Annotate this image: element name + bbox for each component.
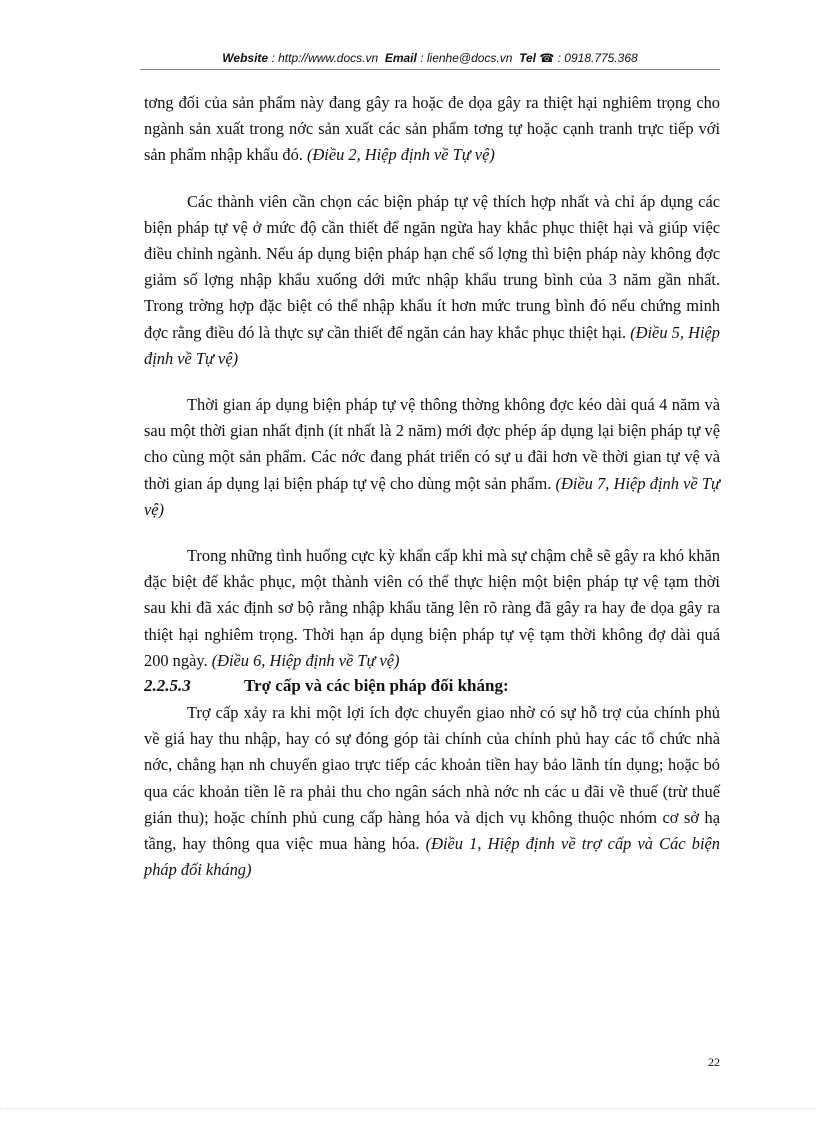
email-label: Email — [384, 51, 417, 65]
paragraph-reference: (Điều 5, Hiệp định về Tự vệ) — [144, 322, 720, 368]
paragraph-reference: (Điều 1, Hiệp định về trợ cấp và Các biện pháp đối kháng) — [144, 834, 720, 880]
paragraph-reference: (Điều 7, Hiệp định về Tự vệ) — [144, 473, 720, 519]
paragraph — [144, 700, 720, 883]
section-heading — [144, 674, 720, 698]
section-number: 2.2.5.3 — [144, 676, 191, 696]
paragraph-text: Thời gian áp dụng biện pháp tự vệ thông thờng không đợc kéo dài quá 4 năm và sau một thời gian nhất định (ít nhất là 2 năm) mới đợc phép áp dụng lại biện pháp tự vệ cho cùng một sản phẩm. Các nớc đang phát triển có sự u đãi hơn về thời gian tự vệ và thời gian áp dụng lại biện pháp tự vệ cho dùng một sản phẩm. — [144, 395, 720, 493]
paragraph — [144, 392, 720, 523]
paragraph-text: Trong những tình huống cực kỳ khẩn cấp khi mà sự chậm chễ sẽ gây ra khó khăn đặc biệt để khắc phục, một thành viên có thể thực hiện một biện pháp tự vệ tạm thời sau khi đã xác định sơ bộ rằng nhập khẩu tăng lên rõ ràng đã gây ra hay đe dọa gây ra thiệt hại nghiêm trọng. Thời hạn áp dụng biện pháp tự vệ tạm thời không đợ dài quá 200 ngày. — [144, 546, 720, 670]
section-title: Trợ cấp và các biện pháp đối kháng: — [244, 676, 509, 696]
paragraph-reference: (Điều 6, Hiệp định về Tự vệ) — [211, 650, 400, 670]
paragraph — [144, 189, 720, 372]
tel-label: Tel ☎ — [519, 51, 555, 65]
paragraph-text: Trợ cấp xảy ra khi một lợi ích đợc chuyển giao nhờ có sự hỗ trợ của chính phủ về giá hay thu nhập, hay có sự đóng góp tài chính của chính phủ hay các tổ chức nhà nớc, chẳng hạn nh chuyển giao trực tiếp các khoản tiền hay bảo lãnh tín dụng; hoặc bỏ qua các khoản tiền lẽ ra phải thu cho ngân sách nhà nớc nh các u đãi về thuế (trừ thuế gián thu); hoặc chính phủ cung cấp hàng hóa và dịch vụ không thuộc nhóm cơ sở hạ tầng, hay thông qua việc mua hàng hóa. — [144, 703, 720, 854]
paragraph-reference: (Điều 2, Hiệp định về Tự vệ) — [306, 145, 495, 165]
website-label: Website — [222, 51, 269, 65]
page-number: 22 — [708, 1055, 720, 1069]
paragraph-text: Các thành viên cần chọn các biện pháp tự vệ thích hợp nhất và chỉ áp dụng các biện pháp tự vệ ở mức độ cần thiết để ngăn ngừa hay khắc phục thiệt hại và giúp việc điều chỉnh ngành. Nếu áp dụng biện pháp hạn chế số lợng thì biện pháp này không đợc giảm số lợng nhập khẩu xuống dới mức nhập khẩu trung bình của 3 năm gần nhất. Trong trờng hợp đặc biệt có thể nhập khẩu ít hơn mức trung bình đó nếu chứng minh đợc rằng điều đó là thực sự cần thiết để ngăn cản hay khắc phục thiệt hại. — [144, 191, 720, 342]
tel-value: : 0918.775.368 — [557, 51, 638, 65]
footer-divider — [0, 1108, 816, 1109]
website-value: : http://www.docs.vn — [271, 51, 379, 65]
page-content — [144, 90, 720, 883]
email-value: : lienhe@docs.vn — [420, 51, 513, 65]
paragraph — [144, 90, 720, 169]
paragraph — [144, 543, 720, 674]
paragraph-text: tơng đối của sản phẩm này đang gây ra hoặc đe dọa gây ra thiệt hại nghiêm trọng cho ngành sản xuất trong nớc sản xuất các sản phẩm tơng tự hoặc cạnh tranh trực tiếp với sản phẩm nhập khẩu đó. — [144, 93, 720, 165]
page-header — [140, 50, 720, 70]
